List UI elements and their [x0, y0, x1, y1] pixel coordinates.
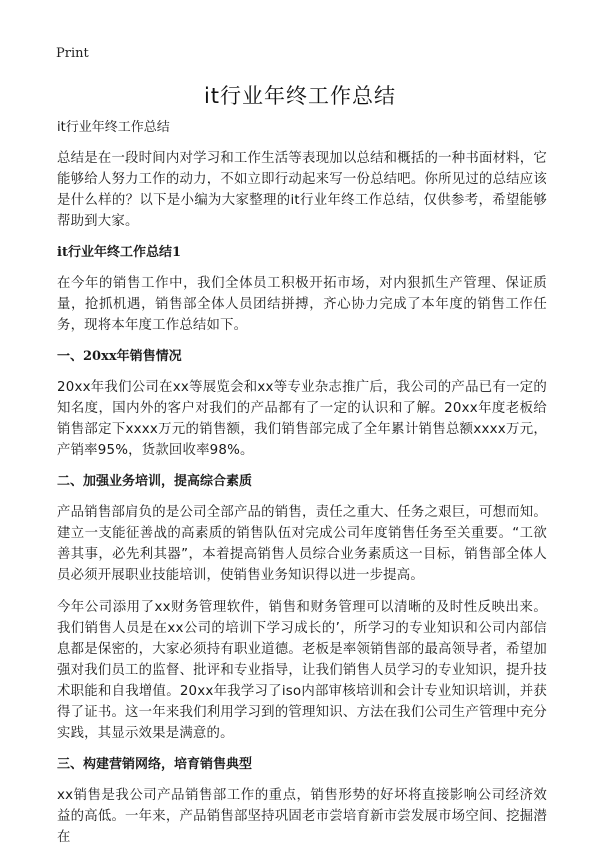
summary-intro-paragraph: 在今年的销售工作中，我们全体员工积极开拓市场，对内狠抓生产管理、保证质量，抢抓机遇，销售部全体人员团结拼搏，齐心协力完成了本年度的销售工作任务，现将本年度工作总结如下。 [57, 276, 547, 333]
section-2-paragraph-2: 今年公司添用了xx财务管理软件，销售和财务管理可以清晰的及时性反映出来。我们销售人员是在xx公司的培训下学习成长的’，所学习的专业知识和公司内部信息都是保密的，大家必须持有职业道德。老板是率领销售部的最高领导者，希望加强对我们员工的监督、批评和专业指导，让我们销售人员学习的专业知识，提升技术职能和自我增值。20xx年我学习了iso内部审核培训和会计专业知识培训，并获得了证书。这一年来我们利用学习到的管理知识、方法在我们公司生产管理中充分实践，其显示效果是满意的。 [57, 600, 547, 741]
section-2-paragraph-1: 产品销售部肩负的是公司全部产品的销售，责任之重大、任务之艰巨，可想而知。建立一支能征善战的高素质的销售队伍对完成公司年度销售任务至关重要。“工欲善其事，必先利其器”，本着提高销售人员综合业务素质这一目标，销售部全体人员必须开展职业技能培训，使销售业务知识得以进一步提高。 [57, 505, 547, 583]
section-1-heading: 一、20xx年销售情况 [57, 349, 182, 364]
section-3-heading: 三、构建营销网络，培育销售典型 [57, 757, 253, 772]
document-subtitle: it行业年终工作总结 [57, 120, 170, 135]
page-title: it行业年终工作总结 [203, 84, 397, 108]
print-label[interactable]: Print [56, 46, 89, 61]
document-body [57, 118, 547, 859]
intro-paragraph: 总结是在一段时间内对学习和工作生活等表现加以总结和概括的一种书面材料，它能够给人努力工作的动力，不如立即行动起来写一份总结吧。你所见过的总结应该是什么样的？以下是小编为大家整理的it行业年终工作总结，仅供参考，希望能够帮助到大家。 [57, 151, 547, 229]
summary-heading: it行业年终工作总结1 [57, 245, 181, 260]
section-2-heading: 二、加强业务培训，提高综合素质 [57, 474, 253, 489]
section-1-paragraph: 20xx年我们公司在xx等展览会和xx等专业杂志推广后，我公司的产品已有一定的知名度，国内外的客户对我们的产品都有了一定的认识和了解。20xx年度老板给销售部定下xxxx万元的销售额，我们销售部完成了全年累计销售总额xxxx万元，产销率95%，货款回收率98%。 [57, 380, 547, 458]
section-3-paragraph: xx销售是我公司产品销售部工作的重点，销售形势的好坏将直接影响公司经济效益的高低。一年来，产品销售部坚持巩固老市尝培育新市尝发展市场空间、挖掘潜在 [57, 788, 547, 845]
